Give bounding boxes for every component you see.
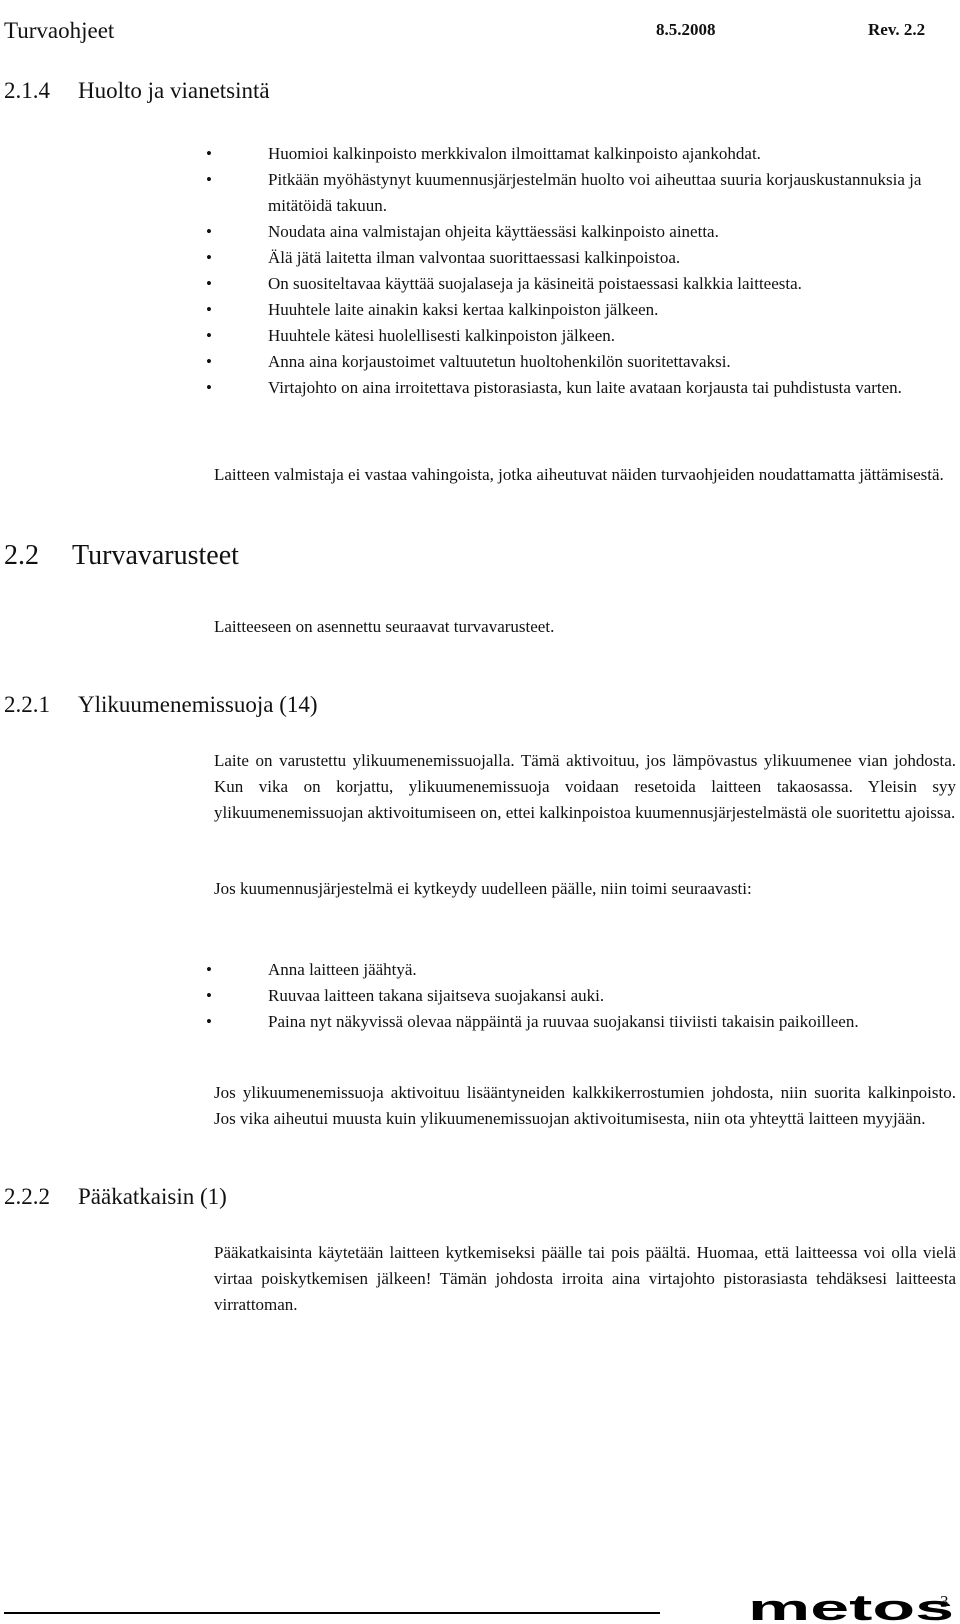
list-item: • Anna aina korjaustoimet valtuutetun huoltohenkilön suoritettavaksi. — [206, 349, 956, 375]
section-heading-2-2 — [4, 540, 404, 576]
section-title: Pääkatkaisin (1) — [78, 1184, 227, 1209]
bullet-icon: • — [206, 986, 212, 1005]
bullet-icon: • — [206, 222, 212, 241]
page-number: 3 — [940, 1592, 949, 1611]
reset-steps-list — [206, 957, 956, 1035]
overheat-protection-paragraph: Laite on varustettu ylikuumenemissuojalla. Tämä aktivoituu, jos lämpövastus ylikuumenee vian johdosta. Kun vika on korjattu, ylikuumenemissuoja voidaan resetoida laitteen takaosassa. Yleisin syy ylikuumenemissuojan aktivoitumiseen on, ettei kalkinpoistoa kuumennusjärjestelmästä ole suoritettu ajoissa. — [214, 751, 956, 822]
revision-date: 8.5.2008 — [656, 20, 716, 39]
section-number: 2.2 — [4, 540, 39, 571]
metos-logo — [748, 1594, 956, 1624]
section-heading-2-1-4 — [4, 78, 404, 108]
list-item: • Älä jätä laitetta ilman valvontaa suorittaessasi kalkinpoistoa. — [206, 245, 956, 271]
section-number: 2.2.2 — [4, 1184, 50, 1209]
section-number: 2.2.1 — [4, 692, 50, 717]
list-item: • Pitkään myöhästynyt kuumennusjärjestelmän huolto voi aiheuttaa suuria korjauskustannuksia ja mitätöidä takuun. — [206, 167, 956, 219]
section-heading-2-2-1 — [4, 692, 504, 722]
intro-paragraph: Laitteeseen on asennettu seuraavat turvavarusteet. — [214, 617, 555, 636]
list-item: • On suositeltavaa käyttää suojalaseja ja käsineitä poistaessasi kalkkia laitteesta. — [206, 271, 956, 297]
limescale-paragraph: Jos ylikuumenemissuoja aktivoituu lisääntyneiden kalkkikerrostumien johdosta, niin suorita kalkinpoisto. Jos vika aiheutui muusta kuin ylikuumenemissuojan aktivoitumisesta, niin ota yhteyttä laitteen myyjään. — [214, 1083, 956, 1128]
bullet-icon: • — [206, 960, 212, 979]
revision-number: Rev. 2.2 — [868, 20, 926, 39]
bullet-icon: • — [206, 326, 212, 345]
list-item: • Anna laitteen jäähtyä. — [206, 957, 956, 983]
section-heading-2-2-2 — [4, 1184, 504, 1214]
list-item: • Huuhtele laite ainakin kaksi kertaa kalkinpoiston jälkeen. — [206, 297, 956, 323]
section-title: Huolto ja vianetsintä — [78, 78, 270, 103]
footer-rule — [4, 1612, 660, 1614]
list-item: • Paina nyt näkyvissä olevaa näppäintä ja ruuvaa suojakansi tiiviisti takaisin paikoilleen. — [206, 1009, 956, 1035]
maintenance-bullet-list — [206, 141, 956, 401]
list-item: • Virtajohto on aina irroitettava pistorasiasta, kun laite avataan korjausta tai puhdistusta varten. — [206, 375, 956, 401]
section-title: Turvavarusteet — [72, 540, 239, 571]
list-item: • Noudata aina valmistajan ohjeita käyttäessäsi kalkinpoisto ainetta. — [206, 219, 956, 245]
list-item: • Huuhtele kätesi huolellisesti kalkinpoiston jälkeen. — [206, 323, 956, 349]
bullet-icon: • — [206, 300, 212, 319]
list-item: • Ruuvaa laitteen takana sijaitseva suojakansi auki. — [206, 983, 956, 1009]
list-item: • Huomioi kalkinpoisto merkkivalon ilmoittamat kalkinpoisto ajankohdat. — [206, 141, 956, 167]
bullet-icon: • — [206, 248, 212, 267]
main-switch-paragraph: Pääkatkaisinta käytetään laitteen kytkemiseksi päälle tai pois päältä. Huomaa, että laitteessa voi olla vielä virtaa poiskytkemisen jälkeen! Tämän johdosta irroita aina virtajohto pistorasiasta tehdäksesi laitteesta virrattoman. — [214, 1243, 956, 1314]
bullet-icon: • — [206, 274, 212, 293]
bullet-icon: • — [206, 1012, 212, 1031]
bullet-icon: • — [206, 352, 212, 371]
disclaimer-paragraph: Laitteen valmistaja ei vastaa vahingoista, jotka aiheutuvat näiden turvaohjeiden noudattamatta jättämisestä. — [214, 465, 944, 484]
bullet-icon: • — [206, 170, 212, 189]
reset-instructions-intro: Jos kuumennusjärjestelmä ei kytkeydy uudelleen päälle, niin toimi seuraavasti: — [214, 879, 752, 898]
logo-text: metos — [748, 1594, 954, 1624]
bullet-icon: • — [206, 378, 212, 397]
document-title: Turvaohjeet — [4, 18, 115, 43]
bullet-icon: • — [206, 144, 212, 163]
section-number: 2.1.4 — [4, 78, 50, 103]
section-title: Ylikuumenemissuoja (14) — [78, 692, 318, 717]
